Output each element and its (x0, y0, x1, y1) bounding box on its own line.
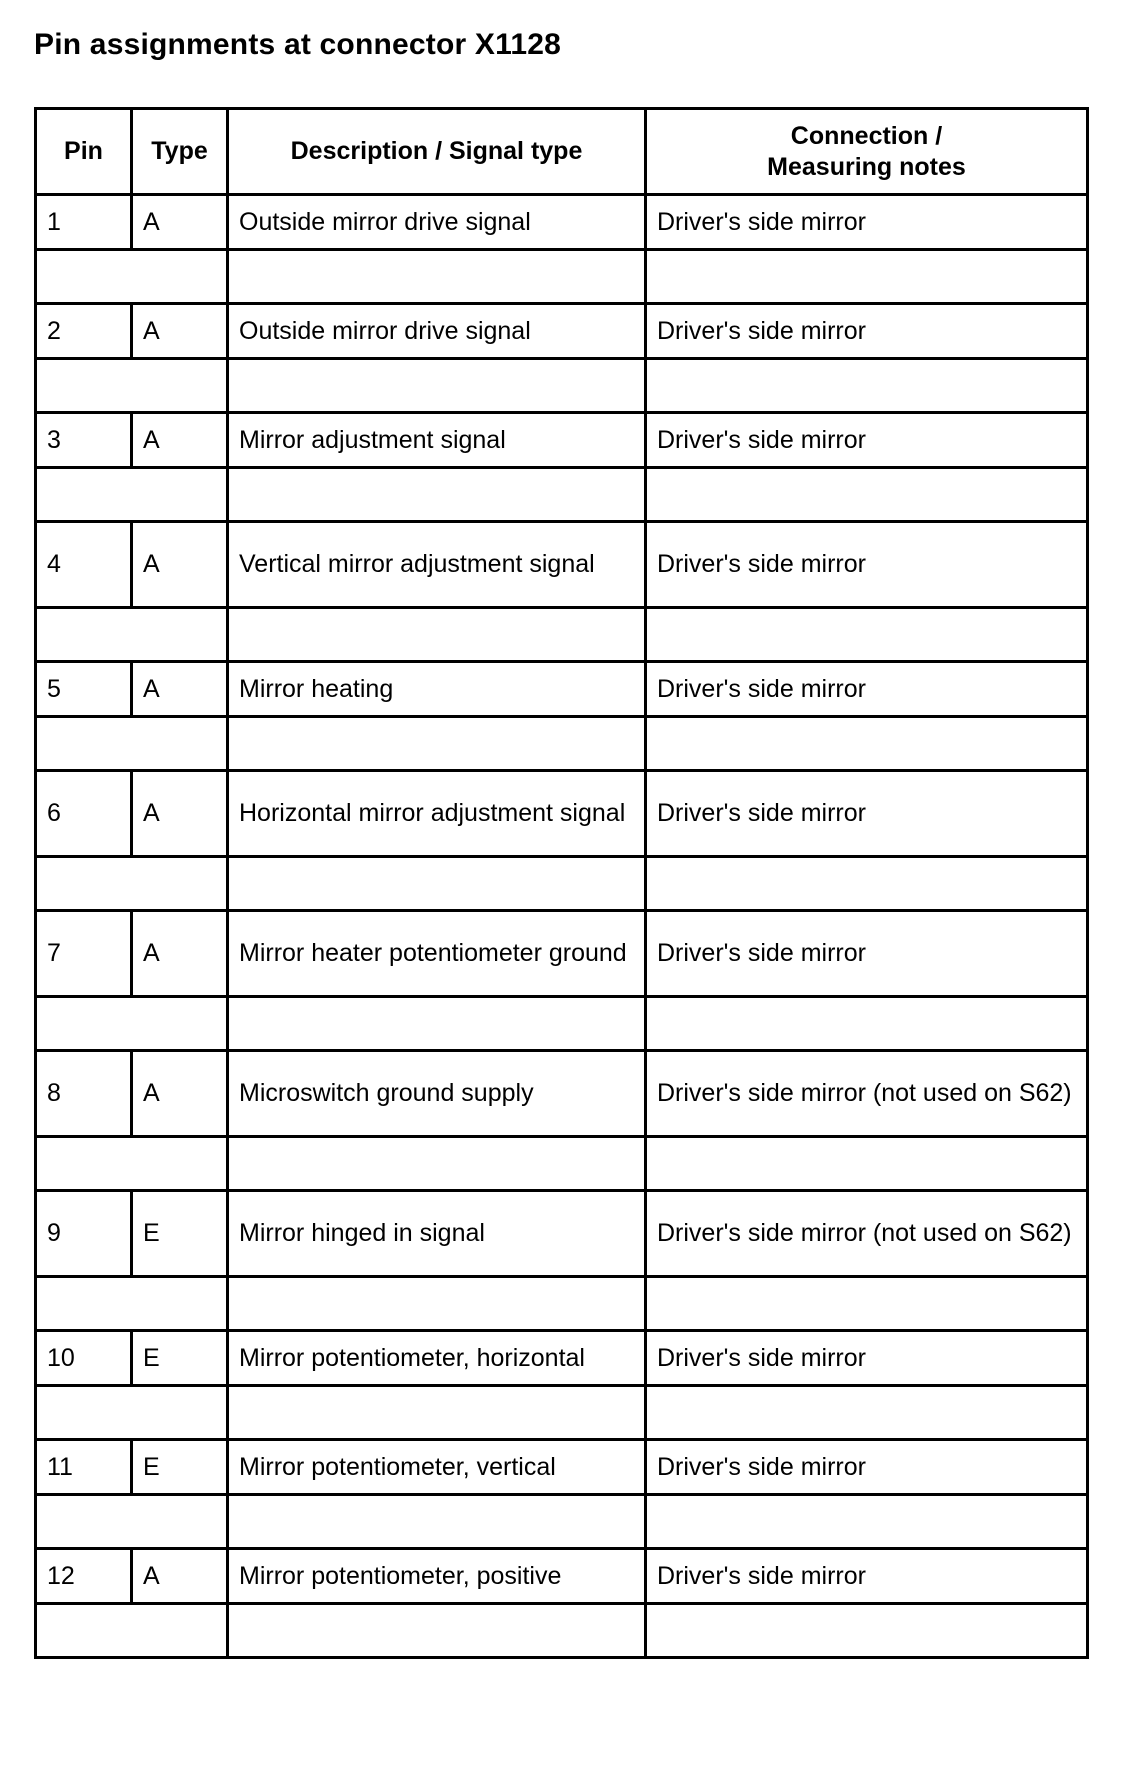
spacer-row (36, 468, 1088, 522)
type-cell: A (132, 1549, 228, 1604)
spacer-row (36, 359, 1088, 413)
pin-cell: 9 (36, 1191, 132, 1277)
type-cell: E (132, 1440, 228, 1495)
type-cell: A (132, 195, 228, 250)
spacer-cell (228, 717, 646, 771)
connection-cell: Driver's side mirror (646, 522, 1088, 608)
connection-cell: Driver's side mirror (646, 1549, 1088, 1604)
spacer-row (36, 1386, 1088, 1440)
type-cell: A (132, 771, 228, 857)
type-cell: A (132, 911, 228, 997)
connection-cell: Driver's side mirror (646, 662, 1088, 717)
spacer-cell (36, 1137, 228, 1191)
spacer-cell (646, 1137, 1088, 1191)
spacer-row (36, 1495, 1088, 1549)
spacer-cell (646, 997, 1088, 1051)
connection-cell: Driver's side mirror (646, 911, 1088, 997)
description-cell: Mirror potentiometer, vertical (228, 1440, 646, 1495)
pin-cell: 10 (36, 1331, 132, 1386)
spacer-cell (228, 608, 646, 662)
connection-cell: Driver's side mirror (not used on S62) (646, 1051, 1088, 1137)
type-cell: E (132, 1331, 228, 1386)
spacer-cell (646, 1386, 1088, 1440)
spacer-cell (646, 717, 1088, 771)
page-title: Pin assignments at connector X1128 (34, 28, 561, 61)
spacer-cell (36, 1495, 228, 1549)
spacer-cell (646, 608, 1088, 662)
table-row (36, 304, 1088, 359)
pin-cell: 6 (36, 771, 132, 857)
spacer-cell (646, 1604, 1088, 1658)
spacer-cell (36, 1277, 228, 1331)
spacer-row (36, 1604, 1088, 1658)
description-cell: Mirror potentiometer, positive (228, 1549, 646, 1604)
spacer-row (36, 250, 1088, 304)
spacer-cell (228, 1137, 646, 1191)
spacer-cell (646, 250, 1088, 304)
type-cell: A (132, 522, 228, 608)
pin-cell: 11 (36, 1440, 132, 1495)
type-cell: A (132, 413, 228, 468)
connection-cell: Driver's side mirror (646, 1331, 1088, 1386)
table-row (36, 911, 1088, 997)
connection-cell: Driver's side mirror (646, 771, 1088, 857)
description-cell: Mirror hinged in signal (228, 1191, 646, 1277)
pin-cell: 12 (36, 1549, 132, 1604)
connection-cell: Driver's side mirror (646, 304, 1088, 359)
description-cell: Horizontal mirror adjustment signal (228, 771, 646, 857)
spacer-cell (646, 1495, 1088, 1549)
table-row (36, 1331, 1088, 1386)
spacer-cell (228, 1604, 646, 1658)
table-row (36, 771, 1088, 857)
table-row (36, 1440, 1088, 1495)
description-cell: Microswitch ground supply (228, 1051, 646, 1137)
table-row (36, 195, 1088, 250)
spacer-cell (228, 1277, 646, 1331)
spacer-cell (36, 717, 228, 771)
spacer-cell (646, 468, 1088, 522)
description-cell: Outside mirror drive signal (228, 195, 646, 250)
table-row (36, 1191, 1088, 1277)
table-header-row (36, 109, 1088, 195)
table-row (36, 662, 1088, 717)
type-cell: E (132, 1191, 228, 1277)
pin-cell: 7 (36, 911, 132, 997)
spacer-cell (36, 359, 228, 413)
spacer-cell (228, 250, 646, 304)
spacer-cell (36, 608, 228, 662)
pin-cell: 1 (36, 195, 132, 250)
spacer-row (36, 857, 1088, 911)
spacer-cell (36, 997, 228, 1051)
type-cell: A (132, 304, 228, 359)
spacer-row (36, 717, 1088, 771)
connection-cell: Driver's side mirror (646, 1440, 1088, 1495)
type-cell: A (132, 1051, 228, 1137)
type-cell: A (132, 662, 228, 717)
pin-cell: 2 (36, 304, 132, 359)
connection-cell: Driver's side mirror (646, 195, 1088, 250)
spacer-cell (36, 857, 228, 911)
spacer-cell (646, 1277, 1088, 1331)
spacer-cell (228, 468, 646, 522)
spacer-cell (228, 1386, 646, 1440)
spacer-cell (36, 1386, 228, 1440)
spacer-cell (646, 359, 1088, 413)
description-cell: Outside mirror drive signal (228, 304, 646, 359)
description-cell: Vertical mirror adjustment signal (228, 522, 646, 608)
pin-cell: 5 (36, 662, 132, 717)
spacer-cell (228, 997, 646, 1051)
spacer-row (36, 997, 1088, 1051)
table-row (36, 1051, 1088, 1137)
pin-cell: 3 (36, 413, 132, 468)
column-header-description: Description / Signal type (228, 109, 646, 195)
connection-cell: Driver's side mirror (646, 413, 1088, 468)
spacer-cell (36, 250, 228, 304)
table-row (36, 413, 1088, 468)
table-row (36, 1549, 1088, 1604)
table-row (36, 522, 1088, 608)
spacer-cell (228, 1495, 646, 1549)
spacer-row (36, 1277, 1088, 1331)
description-cell: Mirror heater potentiometer ground (228, 911, 646, 997)
description-cell: Mirror adjustment signal (228, 413, 646, 468)
column-header-type: Type (132, 109, 228, 195)
pin-cell: 8 (36, 1051, 132, 1137)
spacer-cell (36, 468, 228, 522)
pin-cell: 4 (36, 522, 132, 608)
description-cell: Mirror heating (228, 662, 646, 717)
connection-cell: Driver's side mirror (not used on S62) (646, 1191, 1088, 1277)
spacer-row (36, 1137, 1088, 1191)
spacer-cell (646, 857, 1088, 911)
spacer-cell (228, 857, 646, 911)
spacer-row (36, 608, 1088, 662)
spacer-cell (228, 359, 646, 413)
column-header-connection: Connection / Measuring notes (646, 109, 1088, 195)
pin-assignment-table (34, 107, 1089, 1659)
spacer-cell (36, 1604, 228, 1658)
description-cell: Mirror potentiometer, horizontal (228, 1331, 646, 1386)
column-header-pin: Pin (36, 109, 132, 195)
